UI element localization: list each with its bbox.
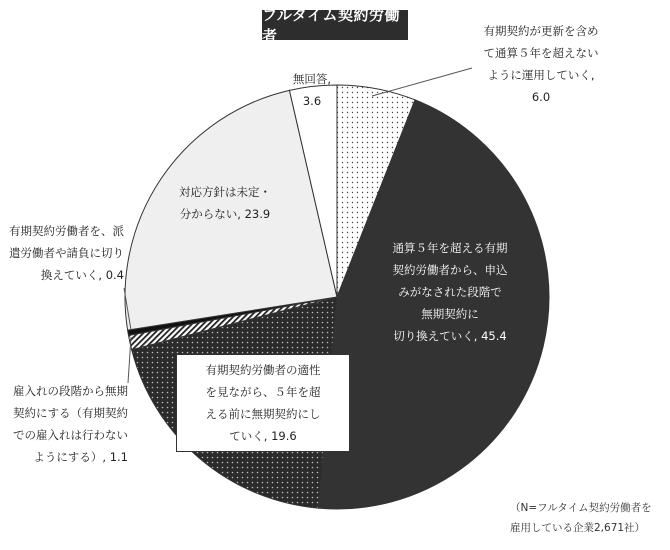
label-slice-s2: 有期契約労働者の適性 を見ながら、５年を超 える前に無期契約にし ていく, 19.6 <box>176 354 350 452</box>
label-slice-s0: 有期契約が更新を含め て通算５年を超えない ように運用していく, 6.0 <box>483 24 599 104</box>
label-slice-s1: 通算５年を超える有期 契約労働者から、申込 みがなされた段階で 無期契約に 切り換えていく, 45.4 <box>392 241 508 343</box>
leader-line-s3 <box>128 337 131 383</box>
label-slice-s4: 有期契約労働者を、派 遣労働者や請負に切り 換えていく, 0.4 <box>9 224 124 282</box>
label-slice-s5: 対応方針は未定・ 分からない, 23.9 <box>179 185 271 221</box>
chart-title: フルタイム契約労働者 <box>262 10 408 40</box>
label-slice-s6: 無回答, 3.6 <box>292 72 332 108</box>
label-slice-s3: 雇入れの段階から無期 契約にする（有期契約 での雇入れは行わない ようにする）, 1.1 <box>13 384 128 464</box>
sample-size-note: （N=フルタイム契約労働者を 雇用している企業2,671社） <box>510 502 652 534</box>
leader-line-s0 <box>372 68 472 96</box>
